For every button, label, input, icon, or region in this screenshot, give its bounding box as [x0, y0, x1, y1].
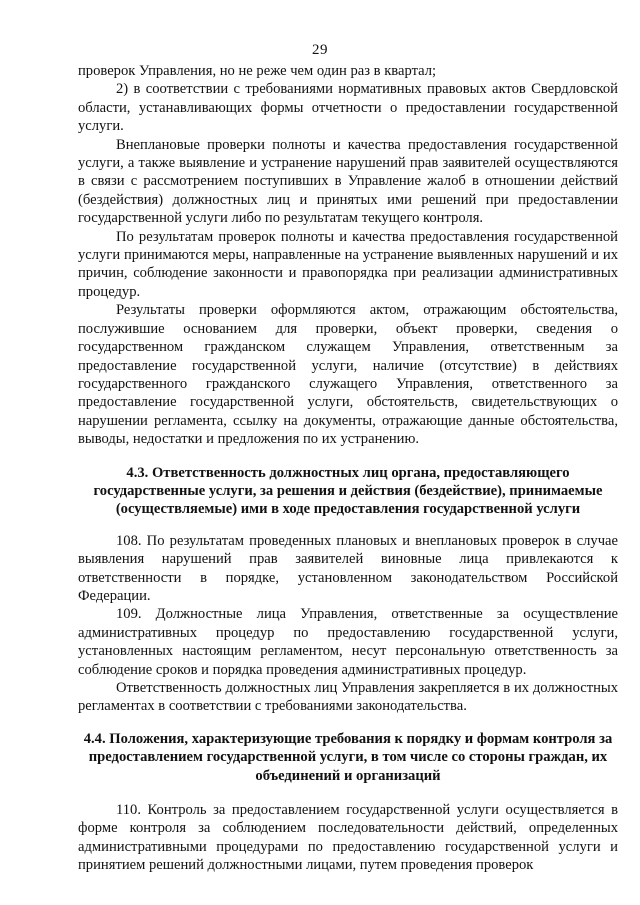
section-4-4-heading: 4.4. Положения, характеризующие требования к порядку и формам контроля за предоставлением государственной услуги, в том числе со стороны граждан, их объединений и организаций: [83, 730, 613, 784]
paragraph-check-act: Результаты проверки оформляются актом, отражающим обстоятельства, послужившие основанием для проверки, объект проверки, сведения о государственном гражданском служащем Управления, ответственным за предоставление государственной услуги, наличие (отсутствие) в действиях государственного гражданского служащего Управления, ответственного за предоставление государственной услуги, обстоятельств, свидетельствующих о нарушении регламента, ссылку на документы, отражающие данные обстоятельства, выводы, недостатки и предложения по их устранению.: [78, 302, 618, 448]
paragraph-item-2: 2) в соответствии с требованиями нормативных правовых актов Свердловской области, устанавливающих формы отчетности о предоставлении государственной услуги.: [78, 81, 618, 135]
paragraph-responsibility: Ответственность должностных лиц Управления закрепляется в их должностных регламентах в соответствии с требованиями законодательства.: [78, 680, 618, 715]
paragraph-110: 110. Контроль за предоставлением государственной услуги осуществляется в форме контроля за соблюдением последовательности действий, определенных административными процедурами по предоставлению государственной услуги и принятием решений должностными лицами, путем проведения проверок: [78, 802, 618, 874]
section-4-3-heading: 4.3. Ответственность должностных лиц органа, предоставляющего государственные услуги, за решения и действия (бездействие), принимаемые (осуществляемые) ими в ходе предоставления государственной услуги: [93, 464, 603, 518]
paragraph-108: 108. По результатам проведенных плановых и внеплановых проверок в случае выявления нарушений прав заявителей виновные лица привлекаются к ответственности в порядке, установленном законодательством Российской Федерации.: [78, 532, 618, 604]
paragraph-unscheduled-checks: Внеплановые проверки полноты и качества предоставления государственной услуги, а также выявление и устранение нарушений прав заявителей осуществляются в связи с рассмотрением поступивших в Управление жалоб в отношении действий (бездействия) должностных лиц и принятых ими решений при предоставлении государственной услуги либо по результатам текущего контроля.: [78, 136, 618, 227]
paragraph-continuation: проверок Управления, но не реже чем один раз в квартал;: [78, 63, 437, 79]
document-body: [78, 62, 618, 875]
paragraph-109: 109. Должностные лица Управления, ответственные за осуществление административных процедур по предоставлению государственной услуги, установленных настоящим регламентом, несут персональную ответственность за соблюдение сроков и порядка проведения административных процедур.: [78, 606, 618, 678]
paragraph-check-results-measures: По результатам проверок полноты и качества предоставления государственной услуги принимаются меры, направленные на устранение выявленных нарушений и их причин, соблюдение законности и правопорядка при реализации административных процедур.: [78, 228, 618, 300]
page-number: 29: [312, 42, 328, 58]
